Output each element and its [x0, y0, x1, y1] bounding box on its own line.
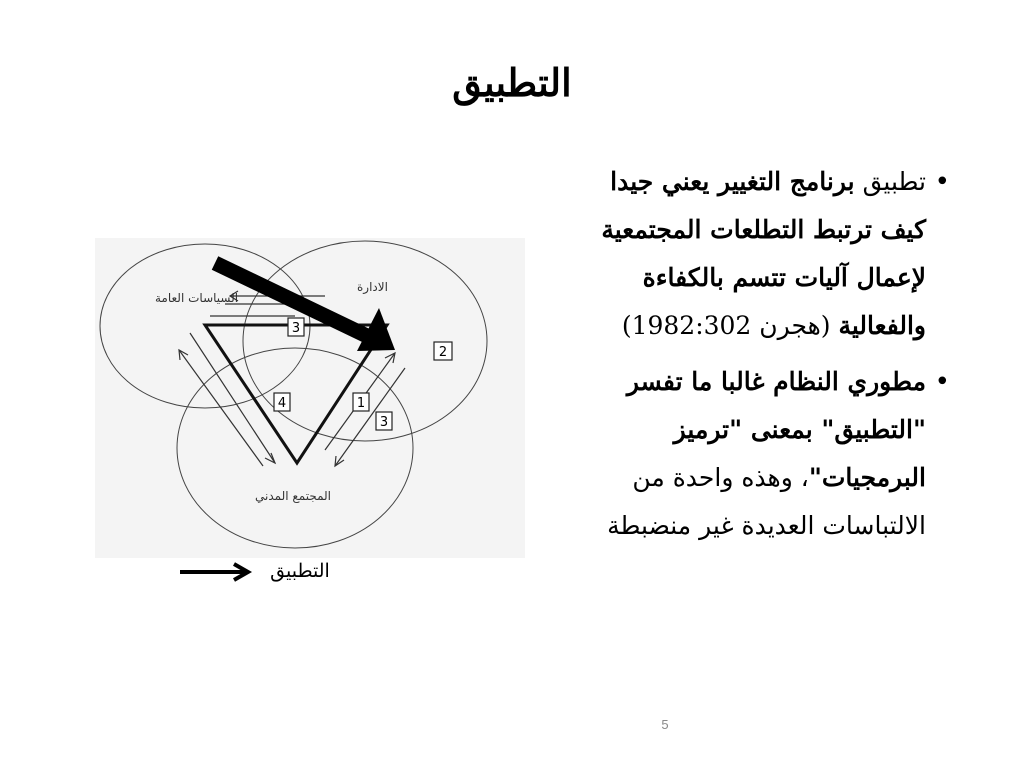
number-box-label: 3 — [379, 415, 389, 430]
number-box — [288, 318, 304, 336]
legend-label: التطبيق — [270, 560, 330, 582]
number-box-label: 4 — [277, 396, 287, 411]
civil-society-label: المجتمع المدني — [255, 489, 332, 503]
bullet-text — [607, 367, 926, 540]
administration-label: الادارة — [357, 280, 388, 294]
bullet-item — [560, 158, 950, 350]
venn-implementation-diagram — [95, 238, 525, 598]
number-box — [274, 393, 290, 411]
public-policy-label: السياسات العامة — [155, 291, 239, 305]
bullet-2-segment-1: مطوري النظام غالبا ما تفسر "التطبيق" بمعنى "ترميز البرمجيات" — [626, 367, 926, 492]
number-box — [434, 342, 452, 360]
bullet-item — [560, 358, 950, 550]
bullet-1-segment-1: تطبيق — [854, 167, 926, 196]
slide-title: التطبيق — [452, 60, 572, 105]
number-box — [353, 393, 369, 411]
diagram-background — [95, 238, 525, 558]
number-box-label: 1 — [356, 396, 366, 411]
number-box-label: 3 — [291, 321, 301, 336]
number-box-label: 2 — [438, 345, 448, 360]
bullet-list — [560, 158, 950, 558]
bullet-dot-icon: • — [934, 167, 950, 197]
bullet-2-segment-2: ، وهذه واحدة من الالتباسات العديدة غير منضبطة — [607, 463, 926, 540]
bullet-1-segment-3: (هجرن 1982:302) — [621, 311, 839, 340]
bullet-dot-icon: • — [934, 367, 950, 397]
number-box — [376, 412, 392, 430]
bullet-1-segment-2: برنامج التغيير يعني جيدا كيف ترتبط التطلعات المجتمعية لإعمال آليات تتسم بالكفاءة والفعالية — [601, 167, 926, 340]
bullet-text — [601, 167, 926, 340]
legend-arrow-icon — [178, 560, 254, 584]
page-number: 5 — [661, 717, 669, 732]
